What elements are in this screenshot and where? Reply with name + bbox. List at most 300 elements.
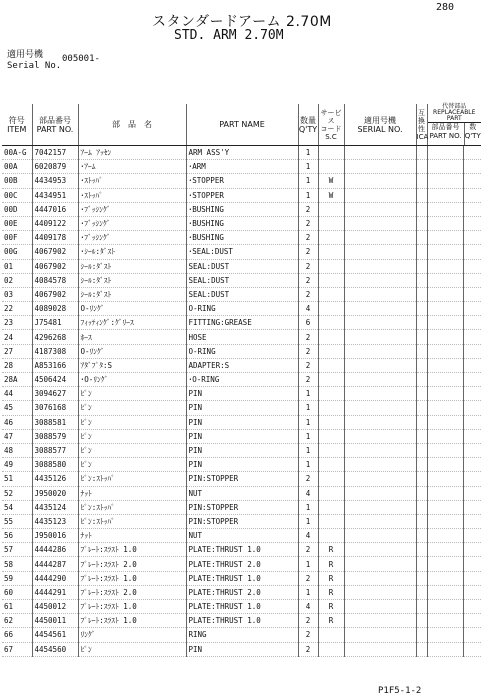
cell-rp-part-no — [427, 543, 463, 557]
table-row — [2, 529, 481, 543]
table-row — [2, 387, 481, 401]
cell-part-name: NUT — [186, 486, 298, 500]
cell-ica — [416, 443, 427, 457]
cell-ica — [416, 174, 427, 188]
cell-serial — [344, 387, 416, 401]
cell-name-jp: ･ｼｰﾙ:ﾀﾞｽﾄ — [78, 245, 186, 259]
cell-serial — [344, 146, 416, 160]
cell-part-no: 4444290 — [32, 571, 78, 585]
cell-ica — [416, 585, 427, 599]
cell-part-no: 4084578 — [32, 273, 78, 287]
table-row — [2, 245, 481, 259]
cell-rp-qty — [463, 500, 481, 514]
cell-qty: 1 — [298, 387, 318, 401]
cell-ica — [416, 529, 427, 543]
cell-qty: 2 — [298, 358, 318, 372]
cell-item: 00A-G — [2, 146, 32, 160]
table-row — [2, 202, 481, 216]
cell-part-name: ･O-RING — [186, 373, 298, 387]
cell-sc — [318, 316, 344, 330]
cell-rp-part-no — [427, 529, 463, 543]
cell-part-name: ･STOPPER — [186, 188, 298, 202]
cell-rp-part-no — [427, 486, 463, 500]
cell-rp-qty — [463, 330, 481, 344]
cell-part-name: SEAL:DUST — [186, 273, 298, 287]
cell-item: 00E — [2, 216, 32, 230]
cell-part-no: 4187308 — [32, 344, 78, 358]
cell-name-jp: ｼｰﾙ:ﾀﾞｽﾄ — [78, 287, 186, 301]
cell-rp-qty — [463, 401, 481, 415]
cell-ica — [416, 642, 427, 656]
serial-label-en: Serial No. — [7, 61, 62, 71]
cell-name-jp: ﾋﾟﾝ — [78, 443, 186, 457]
replaceable-part-label: 代替部品 REPLACEABLE PART — [428, 104, 482, 123]
cell-serial — [344, 458, 416, 472]
cell-part-name: PLATE:THRUST 2.0 — [186, 585, 298, 599]
cell-part-name: ･BUSHING — [186, 202, 298, 216]
cell-rp-part-no — [427, 344, 463, 358]
cell-sc — [318, 529, 344, 543]
cell-rp-qty — [463, 316, 481, 330]
cell-serial — [344, 330, 416, 344]
cell-serial — [344, 557, 416, 571]
cell-sc — [318, 302, 344, 316]
table-row — [2, 500, 481, 514]
cell-qty: 1 — [298, 401, 318, 415]
cell-rp-qty — [463, 472, 481, 486]
cell-name-jp: ･O-ﾘﾝｸﾞ — [78, 373, 186, 387]
cell-item: 27 — [2, 344, 32, 358]
cell-rp-part-no — [427, 557, 463, 571]
cell-part-no: 4409178 — [32, 231, 78, 245]
table-row — [2, 443, 481, 457]
cell-item: 24 — [2, 330, 32, 344]
cell-name-jp: ﾋﾟﾝ — [78, 415, 186, 429]
cell-name-jp: ﾋﾟﾝ — [78, 401, 186, 415]
cell-part-name: ･BUSHING — [186, 231, 298, 245]
cell-serial — [344, 571, 416, 585]
cell-part-name: RING — [186, 628, 298, 642]
cell-part-name: ･SEAL:DUST — [186, 245, 298, 259]
cell-qty: 2 — [298, 642, 318, 656]
cell-item: 62 — [2, 614, 32, 628]
col-header-name-jp: 部 品 名 — [78, 104, 186, 146]
cell-part-name: PIN:STOPPER — [186, 514, 298, 528]
cell-name-jp: ﾌﾟﾚｰﾄ:ｽﾗｽﾄ 1.0 — [78, 600, 186, 614]
table-row — [2, 585, 481, 599]
cell-item: 03 — [2, 287, 32, 301]
cell-rp-qty — [463, 543, 481, 557]
cell-sc — [318, 387, 344, 401]
cell-part-no: 4067902 — [32, 259, 78, 273]
cell-part-no: 4454561 — [32, 628, 78, 642]
cell-part-name: PIN — [186, 401, 298, 415]
cell-serial — [344, 529, 416, 543]
cell-qty: 1 — [298, 557, 318, 571]
cell-item: 58 — [2, 557, 32, 571]
cell-name-jp: ﾌｨｯﾃｨﾝｸﾞ:ｸﾞﾘｰｽ — [78, 316, 186, 330]
cell-part-name: ADAPTER:S — [186, 358, 298, 372]
cell-part-no: 4444287 — [32, 557, 78, 571]
cell-qty: 2 — [298, 543, 318, 557]
cell-qty: 2 — [298, 245, 318, 259]
cell-rp-part-no — [427, 174, 463, 188]
cell-ica — [416, 160, 427, 174]
cell-name-jp: ･ｽﾄｯﾊﾟ — [78, 188, 186, 202]
cell-sc — [318, 344, 344, 358]
cell-ica — [416, 273, 427, 287]
cell-rp-qty — [463, 557, 481, 571]
cell-part-no: J950020 — [32, 486, 78, 500]
cell-rp-part-no — [427, 429, 463, 443]
cell-name-jp: ﾌﾟﾚｰﾄ:ｽﾗｽﾄ 1.0 — [78, 614, 186, 628]
cell-qty: 1 — [298, 415, 318, 429]
cell-name-jp: ｼｰﾙ:ﾀﾞｽﾄ — [78, 259, 186, 273]
cell-sc: R — [318, 585, 344, 599]
cell-sc: R — [318, 571, 344, 585]
cell-name-jp: ﾌﾟﾚｰﾄ:ｽﾗｽﾄ 1.0 — [78, 543, 186, 557]
cell-qty: 2 — [298, 202, 318, 216]
col-header-qty: 数量 Q'TY — [298, 104, 318, 146]
cell-name-jp: ﾋﾟﾝ — [78, 429, 186, 443]
cell-rp-qty — [463, 287, 481, 301]
cell-rp-part-no — [427, 628, 463, 642]
cell-ica — [416, 571, 427, 585]
cell-part-name: HOSE — [186, 330, 298, 344]
cell-part-name: PIN — [186, 429, 298, 443]
cell-rp-qty — [463, 642, 481, 656]
cell-qty: 1 — [298, 174, 318, 188]
cell-item: 46 — [2, 415, 32, 429]
serial-label-jp: 適用号機 — [7, 50, 44, 60]
cell-serial — [344, 287, 416, 301]
cell-sc — [318, 415, 344, 429]
cell-sc: R — [318, 600, 344, 614]
cell-part-name: PIN — [186, 415, 298, 429]
cell-item: 52 — [2, 486, 32, 500]
parts-rows — [2, 146, 481, 657]
cell-rp-part-no — [427, 600, 463, 614]
cell-serial — [344, 358, 416, 372]
table-row — [2, 174, 481, 188]
cell-qty: 2 — [298, 287, 318, 301]
cell-name-jp: ﾎｰｽ — [78, 330, 186, 344]
cell-sc — [318, 486, 344, 500]
cell-name-jp: ﾌﾟﾚｰﾄ:ｽﾗｽﾄ 2.0 — [78, 557, 186, 571]
cell-qty: 1 — [298, 514, 318, 528]
cell-rp-part-no — [427, 358, 463, 372]
cell-part-name: FITTING:GREASE — [186, 316, 298, 330]
cell-name-jp: ｱﾀﾞﾌﾟﾀ:S — [78, 358, 186, 372]
page-title-jp: スタンダードアーム 2.70M — [152, 14, 332, 30]
cell-rp-qty — [463, 443, 481, 457]
cell-rp-part-no — [427, 188, 463, 202]
cell-part-no: 4506424 — [32, 373, 78, 387]
cell-serial — [344, 202, 416, 216]
cell-rp-qty — [463, 188, 481, 202]
cell-part-name: SEAL:DUST — [186, 259, 298, 273]
cell-part-name: PLATE:THRUST 1.0 — [186, 614, 298, 628]
cell-rp-qty — [463, 231, 481, 245]
cell-item: 49 — [2, 458, 32, 472]
cell-qty: 4 — [298, 600, 318, 614]
cell-qty: 2 — [298, 231, 318, 245]
cell-name-jp: ･ﾌﾞｯｼﾝｸﾞ — [78, 202, 186, 216]
page-title-en: STD. ARM 2.70M — [174, 28, 284, 43]
cell-ica — [416, 600, 427, 614]
cell-part-no: 4435124 — [32, 500, 78, 514]
cell-name-jp: ﾘﾝｸﾞ — [78, 628, 186, 642]
cell-part-no: 4434951 — [32, 188, 78, 202]
cell-part-name: O-RING — [186, 302, 298, 316]
cell-name-jp: ﾋﾟﾝ — [78, 458, 186, 472]
cell-part-no: 3088580 — [32, 458, 78, 472]
cell-name-jp: ﾋﾟﾝ — [78, 642, 186, 656]
cell-item: 61 — [2, 600, 32, 614]
cell-rp-qty — [463, 160, 481, 174]
cell-ica — [416, 628, 427, 642]
cell-ica — [416, 415, 427, 429]
cell-item: 22 — [2, 302, 32, 316]
cell-rp-part-no — [427, 231, 463, 245]
cell-sc — [318, 373, 344, 387]
cell-ica — [416, 287, 427, 301]
cell-rp-qty — [463, 216, 481, 230]
cell-rp-part-no — [427, 330, 463, 344]
cell-part-no: 3088581 — [32, 415, 78, 429]
cell-rp-part-no — [427, 302, 463, 316]
cell-part-no: 4089028 — [32, 302, 78, 316]
cell-qty: 2 — [298, 344, 318, 358]
cell-rp-part-no — [427, 216, 463, 230]
cell-qty: 1 — [298, 443, 318, 457]
cell-name-jp: ﾋﾟﾝ:ｽﾄｯﾊﾟ — [78, 472, 186, 486]
cell-ica — [416, 302, 427, 316]
cell-ica — [416, 557, 427, 571]
cell-part-name: PLATE:THRUST 1.0 — [186, 600, 298, 614]
cell-item: 67 — [2, 642, 32, 656]
cell-ica — [416, 429, 427, 443]
cell-ica — [416, 514, 427, 528]
cell-rp-part-no — [427, 458, 463, 472]
cell-rp-part-no — [427, 316, 463, 330]
cell-part-name: PIN — [186, 642, 298, 656]
cell-sc — [318, 358, 344, 372]
cell-part-name: SEAL:DUST — [186, 287, 298, 301]
cell-qty: 2 — [298, 614, 318, 628]
cell-name-jp: ･ｱｰﾑ — [78, 160, 186, 174]
cell-rp-qty — [463, 344, 481, 358]
cell-name-jp: ･ﾌﾞｯｼﾝｸﾞ — [78, 231, 186, 245]
cell-qty: 2 — [298, 259, 318, 273]
col-header-sc: サービス コード S.C — [318, 104, 344, 146]
cell-serial — [344, 216, 416, 230]
col-header-item: 符号 ITEM — [2, 104, 32, 146]
cell-rp-qty — [463, 614, 481, 628]
cell-rp-qty — [463, 585, 481, 599]
cell-part-no: A853166 — [32, 358, 78, 372]
table-row — [2, 415, 481, 429]
col-header-part-name: PART NAME — [186, 104, 298, 146]
cell-rp-part-no — [427, 642, 463, 656]
cell-part-name: ･STOPPER — [186, 174, 298, 188]
cell-sc — [318, 514, 344, 528]
cell-ica — [416, 245, 427, 259]
cell-name-jp: ﾌﾟﾚｰﾄ:ｽﾗｽﾄ 2.0 — [78, 585, 186, 599]
cell-rp-qty — [463, 259, 481, 273]
cell-rp-qty — [463, 387, 481, 401]
cell-name-jp: ﾋﾟﾝ:ｽﾄｯﾊﾟ — [78, 500, 186, 514]
cell-item: 57 — [2, 543, 32, 557]
cell-rp-qty — [463, 486, 481, 500]
col-header-serial-no: 適用号機 SERIAL NO. — [344, 104, 416, 146]
cell-part-name: O-RING — [186, 344, 298, 358]
cell-qty: 2 — [298, 571, 318, 585]
col-header-ica: 互 換 性 ICA — [416, 104, 427, 146]
cell-serial — [344, 600, 416, 614]
table-row — [2, 259, 481, 273]
cell-rp-part-no — [427, 287, 463, 301]
cell-part-no: 4409122 — [32, 216, 78, 230]
cell-serial — [344, 259, 416, 273]
cell-part-name: PLATE:THRUST 1.0 — [186, 571, 298, 585]
cell-rp-qty — [463, 628, 481, 642]
cell-part-name: PIN:STOPPER — [186, 472, 298, 486]
cell-part-no: 7042157 — [32, 146, 78, 160]
cell-sc: R — [318, 543, 344, 557]
table-row — [2, 302, 481, 316]
cell-part-name: ･BUSHING — [186, 216, 298, 230]
cell-sc — [318, 628, 344, 642]
cell-part-no: 4444291 — [32, 585, 78, 599]
cell-sc — [318, 202, 344, 216]
cell-serial — [344, 514, 416, 528]
cell-item: 00G — [2, 245, 32, 259]
table-row — [2, 287, 481, 301]
cell-ica — [416, 358, 427, 372]
cell-rp-part-no — [427, 373, 463, 387]
cell-serial — [344, 273, 416, 287]
table-row — [2, 373, 481, 387]
cell-item: 47 — [2, 429, 32, 443]
cell-item: 55 — [2, 514, 32, 528]
cell-sc — [318, 259, 344, 273]
cell-part-no: 6020879 — [32, 160, 78, 174]
cell-item: 48 — [2, 443, 32, 457]
cell-ica — [416, 316, 427, 330]
table-row — [2, 344, 481, 358]
cell-qty: 2 — [298, 628, 318, 642]
cell-rp-part-no — [427, 387, 463, 401]
cell-part-no: 3094627 — [32, 387, 78, 401]
cell-ica — [416, 216, 427, 230]
table-row — [2, 231, 481, 245]
cell-part-name: PIN:STOPPER — [186, 500, 298, 514]
cell-sc — [318, 401, 344, 415]
cell-qty: 1 — [298, 500, 318, 514]
table-row — [2, 458, 481, 472]
cell-rp-qty — [463, 302, 481, 316]
cell-sc — [318, 472, 344, 486]
cell-ica — [416, 344, 427, 358]
cell-part-name: ARM ASS'Y — [186, 146, 298, 160]
table-row — [2, 216, 481, 230]
cell-sc — [318, 287, 344, 301]
cell-sc — [318, 642, 344, 656]
cell-part-name: PIN — [186, 387, 298, 401]
table-row — [2, 401, 481, 415]
table-row — [2, 273, 481, 287]
cell-rp-qty — [463, 273, 481, 287]
cell-part-no: 4447016 — [32, 202, 78, 216]
cell-rp-part-no — [427, 245, 463, 259]
cell-part-no: 4450012 — [32, 600, 78, 614]
cell-name-jp: ･ﾌﾞｯｼﾝｸﾞ — [78, 216, 186, 230]
cell-ica — [416, 202, 427, 216]
cell-ica — [416, 614, 427, 628]
cell-item: 02 — [2, 273, 32, 287]
cell-item: 60 — [2, 585, 32, 599]
cell-part-no: 4435126 — [32, 472, 78, 486]
table-row — [2, 642, 481, 656]
table-row — [2, 628, 481, 642]
cell-serial — [344, 614, 416, 628]
cell-ica — [416, 330, 427, 344]
cell-part-no: J950016 — [32, 529, 78, 543]
page-number: 280 — [436, 2, 455, 13]
cell-ica — [416, 259, 427, 273]
cell-qty: 2 — [298, 216, 318, 230]
cell-qty: 1 — [298, 160, 318, 174]
cell-sc: R — [318, 614, 344, 628]
cell-sc — [318, 330, 344, 344]
cell-serial — [344, 429, 416, 443]
cell-part-no: 4435123 — [32, 514, 78, 528]
table-row — [2, 486, 481, 500]
cell-qty: 4 — [298, 302, 318, 316]
cell-rp-part-no — [427, 160, 463, 174]
cell-name-jp: ﾅｯﾄ — [78, 486, 186, 500]
cell-rp-qty — [463, 529, 481, 543]
cell-part-name: ･ARM — [186, 160, 298, 174]
cell-serial — [344, 415, 416, 429]
cell-part-no: 4434953 — [32, 174, 78, 188]
serial-value: 005001- — [62, 54, 100, 64]
cell-item: 00B — [2, 174, 32, 188]
cell-serial — [344, 188, 416, 202]
cell-item: 45 — [2, 401, 32, 415]
cell-rp-part-no — [427, 500, 463, 514]
table-row — [2, 600, 481, 614]
cell-part-no: 4454560 — [32, 642, 78, 656]
cell-item: 00C — [2, 188, 32, 202]
cell-sc — [318, 160, 344, 174]
cell-ica — [416, 387, 427, 401]
cell-part-name: PLATE:THRUST 2.0 — [186, 557, 298, 571]
cell-sc — [318, 245, 344, 259]
cell-qty: 2 — [298, 273, 318, 287]
cell-serial — [344, 543, 416, 557]
cell-serial — [344, 174, 416, 188]
table-row — [2, 614, 481, 628]
cell-rp-part-no — [427, 202, 463, 216]
cell-serial — [344, 231, 416, 245]
cell-qty: 2 — [298, 472, 318, 486]
cell-item: 44 — [2, 387, 32, 401]
cell-part-no: 4296268 — [32, 330, 78, 344]
cell-name-jp: ﾋﾟﾝ — [78, 387, 186, 401]
table-row — [2, 188, 481, 202]
